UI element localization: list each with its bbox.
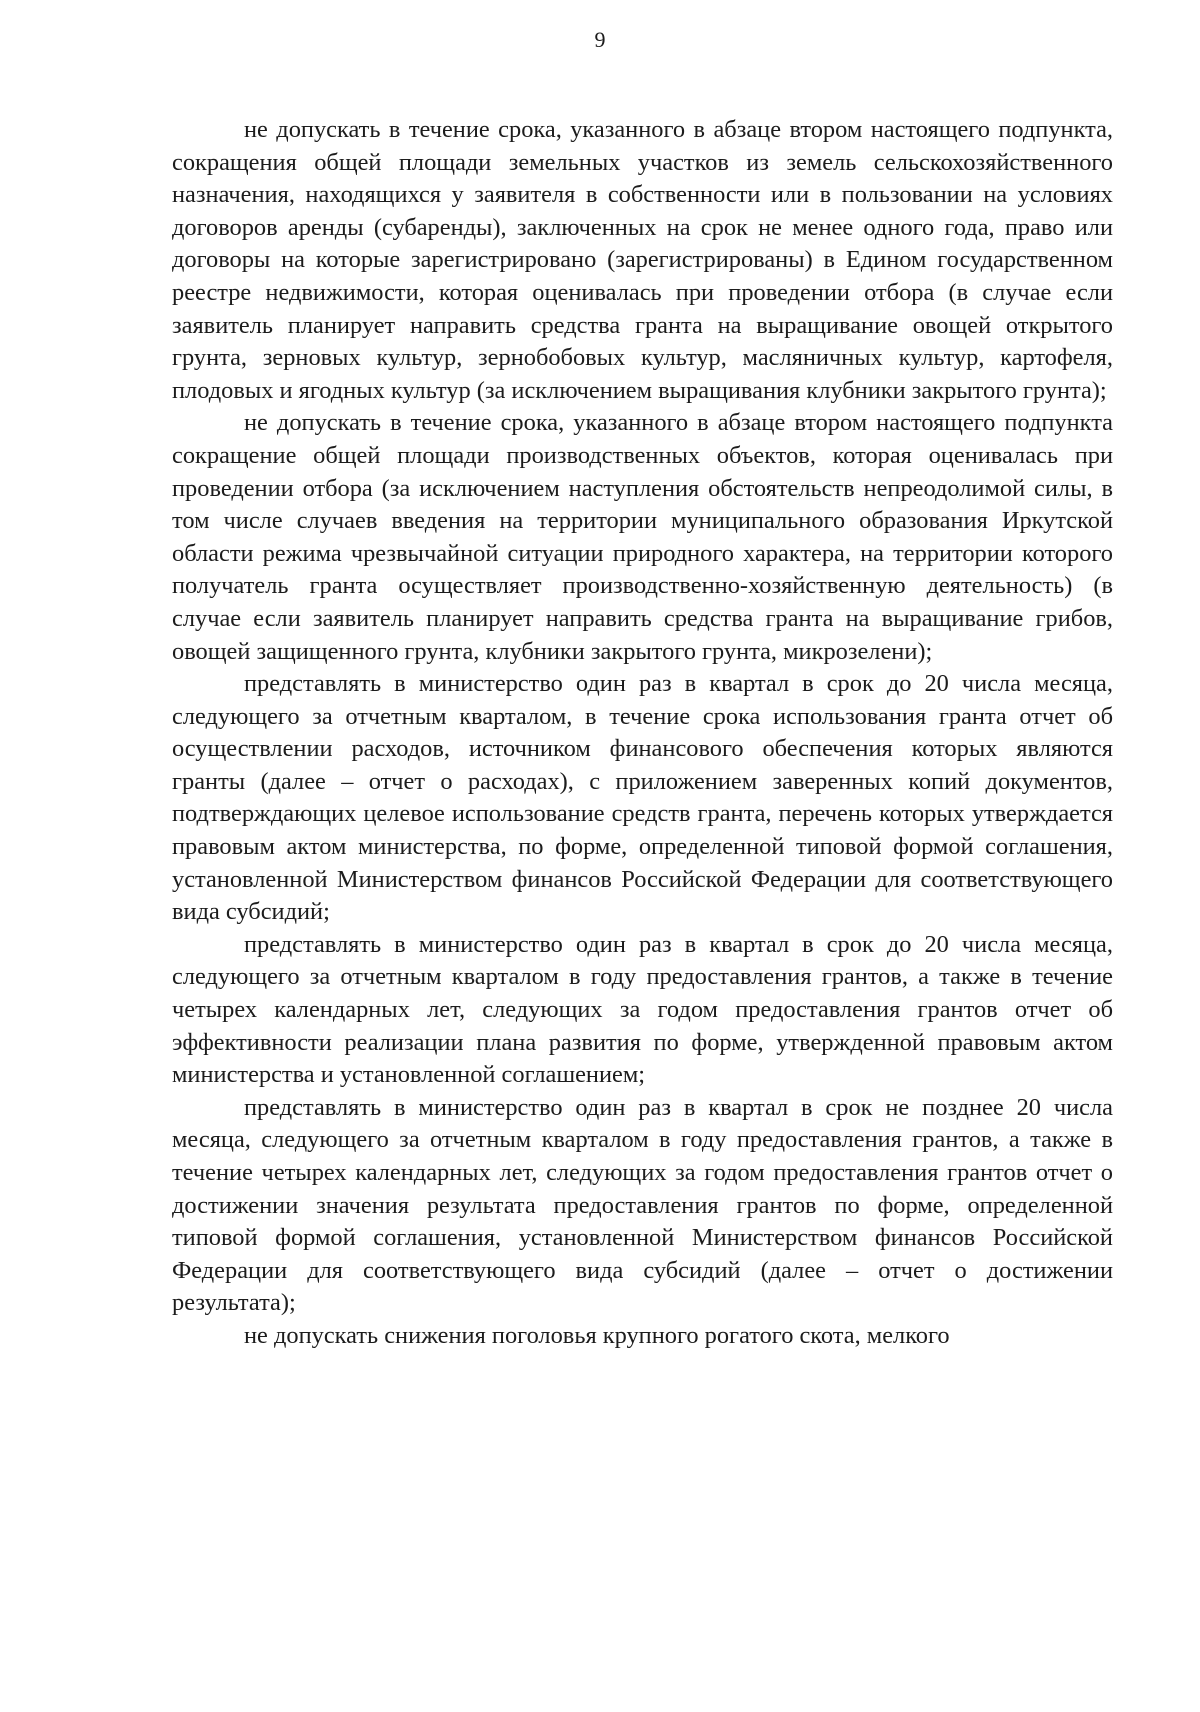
paragraph: не допускать снижения поголовья крупного рогатого скота, мелкого	[244, 1321, 950, 1349]
page-number: 9	[594, 27, 606, 52]
paragraph: не допускать в течение срока, указанного в абзаце втором настоящего подпункта сокращение общей площади производственных объектов, которая оценивалась при проведении отбора (за исключением наступления обстоятельств непреодолимой силы, в том числе случаев введения на территории муниципального образования Иркутской области режима чрезвычайной ситуации природного характера, на территории которого получатель гранта осуществляет производственно-хозяйственную деятельность) (в случае если заявитель планирует направить средства гранта на выращивание грибов, овощей защищенного грунта, клубники закрытого грунта, микрозелени);	[172, 409, 1113, 665]
paragraph: представлять в министерство один раз в квартал в срок до 20 числа месяца, следующего за отчетным кварталом в году предоставления грантов, а также в течение четырех календарных лет, следующих за годом предоставления грантов отчет об эффективности реализации плана развития по форме, утвержденной правовым актом министерства и установленной соглашением;	[172, 930, 1113, 1089]
paragraph: не допускать в течение срока, указанного в абзаце втором настоящего подпункта, сокращения общей площади земельных участков из земель сельскохозяйственного назначения, находящихся у заявителя в собственности или в пользовании на условиях договоров аренды (субаренды), заключенных на срок не менее одного года, право или договоры на которые зарегистрировано (зарегистрированы) в Едином государственном реестре недвижимости, которая оценивалась при проведении отбора (в случае если заявитель планирует направить средства гранта на выращивание овощей открытого грунта, зерновых культур, зернобобовых культур, масляничных культур, картофеля, плодовых и ягодных культур (за исключением выращивания клубники закрытого грунта);	[172, 116, 1113, 404]
paragraph: представлять в министерство один раз в квартал в срок до 20 числа месяца, следующего за отчетным кварталом, в течение срока использования гранта отчет об осуществлении расходов, источником финансового обеспечения которых являются гранты (далее – отчет о расходах), с приложением заверенных копий документов, подтверждающих целевое использование средств гранта, перечень которых утверждается правовым актом министерства, по форме, определенной типовой формой соглашения, установленной Министерством финансов Российской Федерации для соответствующего вида субсидий;	[172, 670, 1113, 926]
paragraph: представлять в министерство один раз в квартал в срок не позднее 20 числа месяца, следующего за отчетным кварталом в году предоставления грантов, а также в течение четырех календарных лет, следующих за годом предоставления грантов отчет о достижении значения результата предоставления грантов по форме, определенной типовой формой соглашения, установленной Министерством финансов Российской Федерации для соответствующего вида субсидий (далее – отчет о достижении результата);	[172, 1093, 1113, 1317]
body-text	[172, 114, 1113, 1353]
